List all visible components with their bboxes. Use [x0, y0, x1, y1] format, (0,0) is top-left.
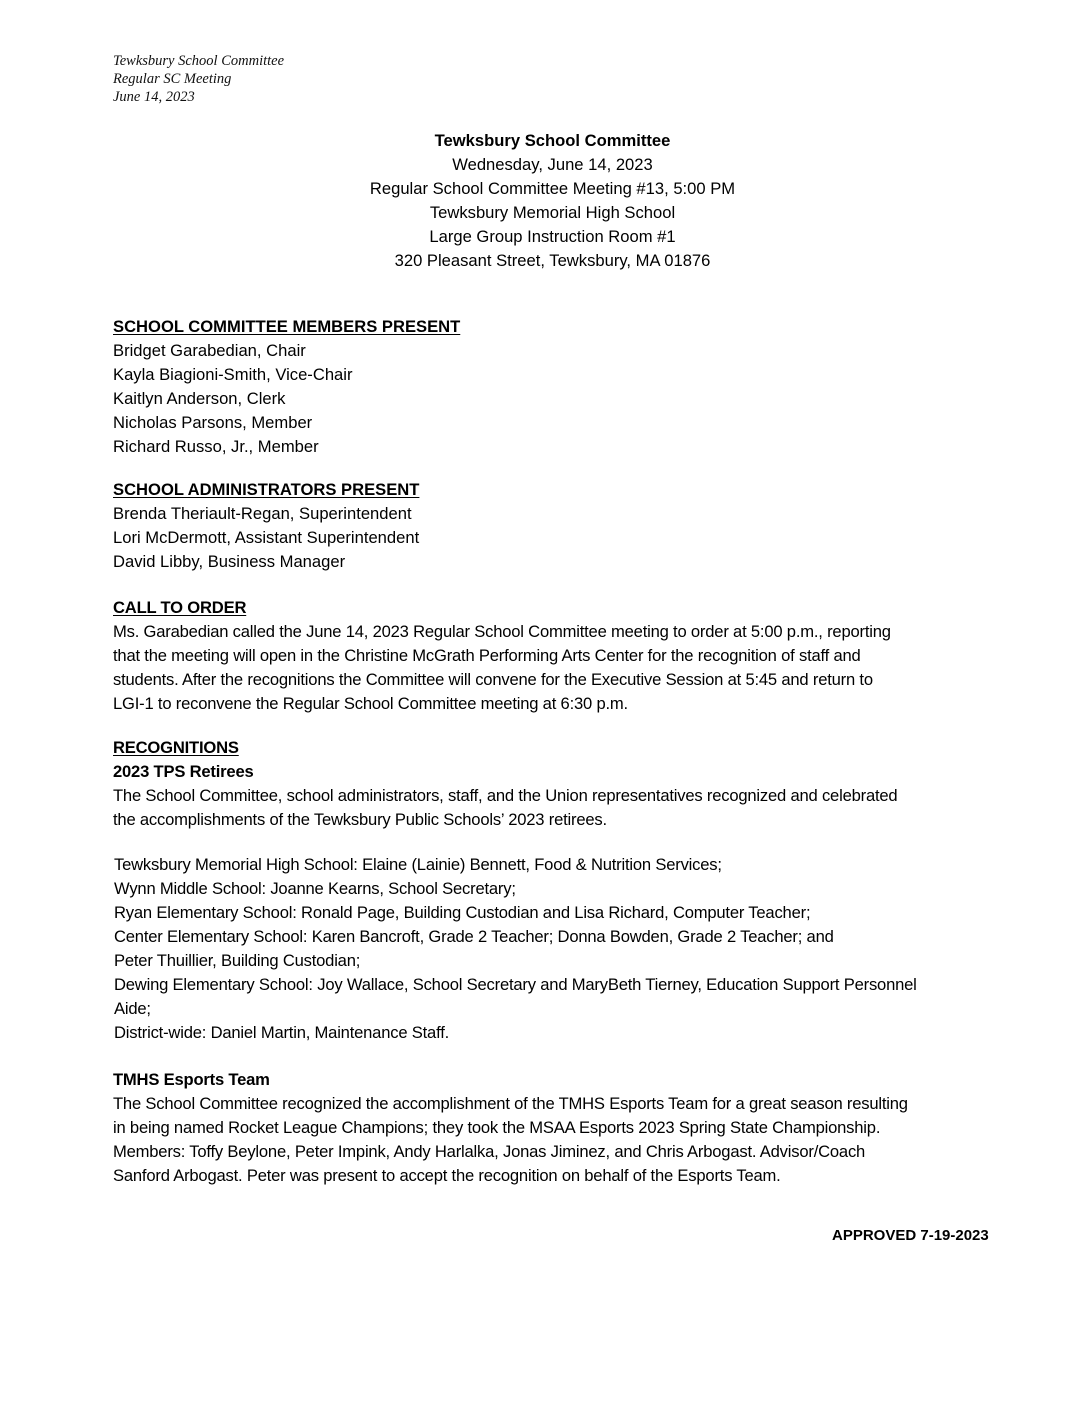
section-heading: CALL TO ORDER [113, 598, 247, 617]
member-item: Nicholas Parsons, Member [113, 413, 313, 432]
paragraph-line: that the meeting will open in the Christine McGrath Performing Arts Center for the recognition of staff and [113, 646, 861, 665]
recognitions-section [113, 736, 897, 832]
running-header [113, 52, 284, 106]
retiree-line: Peter Thuillier, Building Custodian; [114, 951, 361, 970]
section-heading: SCHOOL COMMITTEE MEMBERS PRESENT [113, 317, 461, 336]
retiree-line: Dewing Elementary School: Joy Wallace, School Secretary and MaryBeth Tierney, Education Support Personnel [114, 975, 917, 994]
retiree-line: Ryan Elementary School: Ronald Page, Building Custodian and Lisa Richard, Computer Teacher; [114, 903, 811, 922]
subsection-heading: 2023 TPS Retirees [113, 762, 254, 781]
section-heading: RECOGNITIONS [113, 738, 239, 757]
running-header-meeting: Regular SC Meeting [113, 71, 232, 87]
section-heading: SCHOOL ADMINISTRATORS PRESENT [113, 480, 420, 499]
retiree-line: Wynn Middle School: Joanne Kearns, School Secretary; [114, 879, 516, 898]
member-item: Richard Russo, Jr., Member [113, 437, 319, 456]
document-title: Tewksbury School Committee [434, 131, 671, 150]
member-item: Bridget Garabedian, Chair [113, 341, 306, 360]
meeting-name: Regular School Committee Meeting #13, 5:00 PM [369, 179, 736, 198]
administrator-item: Brenda Theriault-Regan, Superintendent [113, 504, 412, 523]
running-header-date: June 14, 2023 [113, 89, 195, 105]
members-section [113, 315, 460, 459]
meeting-venue: Tewksbury Memorial High School [429, 203, 676, 222]
approval-stamp: APPROVED 7-19-2023 [832, 1227, 989, 1244]
call-to-order-section [113, 596, 891, 716]
paragraph-line: The School Committee, school administrators, staff, and the Union representatives recognized and celebrated [113, 786, 898, 805]
member-item: Kaitlyn Anderson, Clerk [113, 389, 286, 408]
retirees-list [114, 853, 917, 1045]
subsection-heading: TMHS Esports Team [113, 1070, 270, 1089]
title-block [0, 129, 1088, 273]
paragraph-line: Ms. Garabedian called the June 14, 2023 Regular School Committee meeting to order at 5:00 p.m., reporting [113, 622, 891, 641]
meeting-address: 320 Pleasant Street, Tewksbury, MA 01876 [394, 251, 711, 270]
running-header-org: Tewksbury School Committee [113, 53, 285, 69]
paragraph-line: the accomplishments of the Tewksbury Public Schools’ 2023 retirees. [113, 810, 607, 829]
retiree-line: District-wide: Daniel Martin, Maintenance Staff. [114, 1023, 450, 1042]
member-item: Kayla Biagioni-Smith, Vice-Chair [113, 365, 353, 384]
paragraph-line: The School Committee recognized the accomplishment of the TMHS Esports Team for a great season resulting [113, 1094, 908, 1113]
paragraph-line: Members: Toffy Beylone, Peter Impink, Andy Harlalka, Jonas Jiminez, and Chris Arbogast. Advisor/Coach [113, 1142, 866, 1161]
paragraph-line: students. After the recognitions the Committee will convene for the Executive Session at 5:45 and return to [113, 670, 873, 689]
paragraph-line: in being named Rocket League Champions; they took the MSAA Esports 2023 Spring State Championship. [113, 1118, 881, 1137]
retiree-line: Center Elementary School: Karen Bancroft, Grade 2 Teacher; Donna Bowden, Grade 2 Teacher; and [114, 927, 834, 946]
meeting-room: Large Group Instruction Room #1 [429, 227, 676, 246]
retiree-line: Tewksbury Memorial High School: Elaine (Lainie) Bennett, Food & Nutrition Services; [114, 855, 722, 874]
administrators-section [113, 478, 419, 574]
administrator-item: David Libby, Business Manager [113, 552, 346, 571]
esports-section [113, 1068, 908, 1188]
paragraph-line: LGI-1 to reconvene the Regular School Committee meeting at 6:30 p.m. [113, 694, 628, 713]
administrator-item: Lori McDermott, Assistant Superintendent [113, 528, 420, 547]
paragraph-line: Sanford Arbogast. Peter was present to accept the recognition on behalf of the Esports Team. [113, 1166, 781, 1185]
retiree-line: Aide; [114, 999, 151, 1018]
meeting-date: Wednesday, June 14, 2023 [452, 155, 653, 174]
